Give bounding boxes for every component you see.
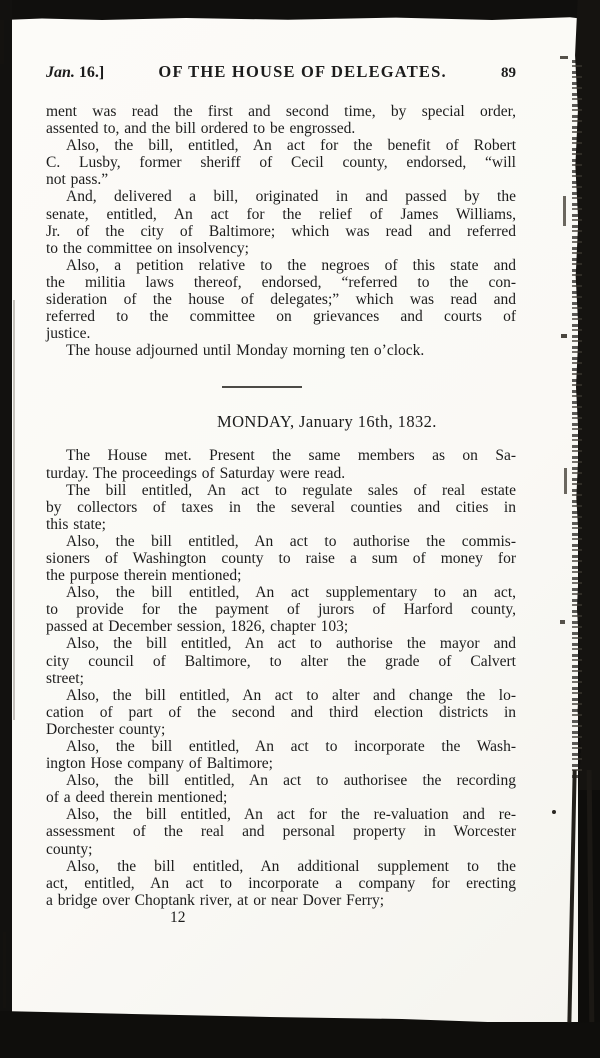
paragraph: And, delivered a bill, originated in and passed by the senate, entitled, An act for the relief of James Williams, Jr. of the city of Baltimore; which was read and referred to the committee on insolvency; [46,188,516,257]
paragraph: Also, the bill entitled, An act for the re-valuation and re- assessment of the real and personal property in Worcester county; [46,806,516,858]
paragraph: The house adjourned until Monday morning ten o’clock. [66,342,425,360]
scan-speckle [564,468,567,494]
binding-streak [587,770,595,1028]
paragraph: Also, the bill entitled, An act supplementary to an act, to provide for the payment of jurors of Harford county, passed at December session, 1826, chapter 103; [46,584,516,636]
page-number: 89 [501,65,516,81]
scan-speckle [0,20,4,64]
scan-speckle [3,932,6,1008]
paragraph: Also, the bill, entitled, An act for the benefit of Robert C. Lusby, former sheriff of Cecil county, endorsed, “will not pass.” [46,137,516,189]
running-date [46,63,104,83]
running-title: OF THE HOUSE OF DELEGATES. [158,62,447,81]
paragraph: Also, the bill entitled, An act to authorisee the recording of a deed therein mentioned; [46,772,516,807]
paragraph: ment was read the first and second time, by special order, assented to, and the bill ordered to be engrossed. [46,103,516,138]
binding-texture [572,60,582,780]
paragraph: Also, a petition relative to the negroes of this state and the militia laws thereof, endorsed, “referred to the con- sideration of the house of delegates;” which was read and referred to the committee on grievances and courts of justice. [46,256,516,343]
section-divider [222,386,302,388]
section-heading: MONDAY, January 16th, 1832. [217,412,437,432]
scan-speckle [563,196,566,226]
paragraph: Also, the bill entitled, An act to incorporate the Wash- ington Hose company of Baltimore; [46,738,516,773]
page-header [46,62,516,83]
paragraph: The bill entitled, An act to regulate sales of real estate by collectors of taxes in the several counties and cities in this state; [46,481,516,533]
paragraph: Also, the bill entitled, An act to alter and change the lo- cation of part of the second and third election districts in Dorchester county; [46,686,516,738]
paragraph: Also, the bill entitled, An additional supplement to the act, entitled, An act to incorporate a company for erecting a bridge over Choptank river, at or near Dover Ferry; [46,857,516,909]
running-date-month: Jan. [46,64,75,81]
page-content [46,0,516,927]
scan-border-top [0,0,600,21]
scan-border-left [0,0,12,1058]
saturday-session-body [46,103,516,359]
running-date-day: 16.] [78,64,105,81]
paragraph: Also, the bill entitled, An act to authorise the commis- sioners of Washington county to raise a sum of money for the purpose therein mentioned; [46,532,516,585]
signature-number: 12 [170,908,186,926]
scan-speckle [560,56,568,59]
paragraph: Also, the bill entitled, An act to authorise the mayor and city council of Baltimore, to alter the grade of Calvert street; [46,635,516,687]
monday-session-body [46,447,516,909]
scan-speckle [560,620,565,624]
scan-left-shadow-line [13,300,15,720]
scan-speckle [552,810,556,814]
paragraph: The House met. Present the same members as on Sa- turday. The proceedings of Saturday were read. [46,447,516,482]
scan-speckle [561,334,567,338]
